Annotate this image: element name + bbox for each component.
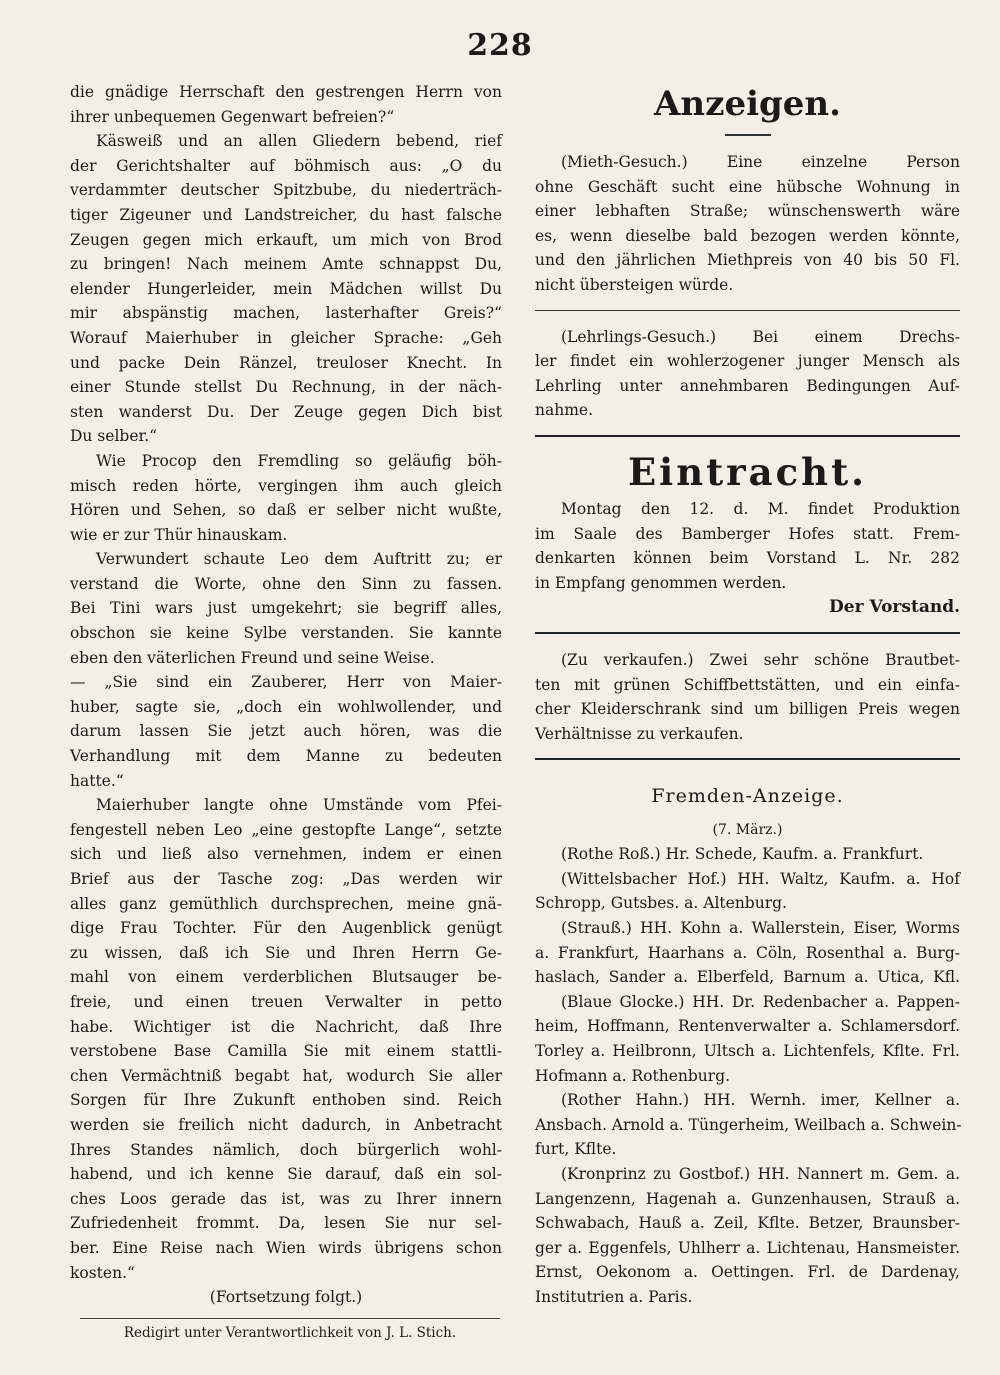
visitor-line: Hofmann a. Rothenburg. xyxy=(535,1066,731,1085)
article-line: kosten.“ xyxy=(70,1263,135,1282)
visitor-line: Schwabach, Hauß a. Zeil, Kflte. Betzer, Braunsber- xyxy=(535,1214,960,1233)
article-line: misch reden hörte, vergingen ihm auch gleich xyxy=(70,476,502,495)
for-sale-ad xyxy=(535,648,960,746)
visitors-list-date: (7. März.) xyxy=(712,822,783,839)
ad-line: (Mieth-Gesuch.) Eine einzelne Person xyxy=(561,153,960,171)
article-line: Verwundert schaute Leo dem Auftritt zu; er xyxy=(96,550,502,569)
ad-line: nahme. xyxy=(535,401,594,420)
article-line: dige Frau Tochter. Für den Augenblick genügt xyxy=(70,919,502,938)
article-line: die gnädige Herrschaft den gestrengen Herrn von xyxy=(70,83,502,101)
article-line: ches Loos gerade das ist, was zu Ihrer innern xyxy=(70,1189,502,1208)
visitor-line: (Blaue Glocke.) HH. Dr. Redenbacher a. Pappen- xyxy=(561,992,960,1011)
article-line: ber. Eine Reise nach Wien wirds übrigens schon xyxy=(70,1238,502,1257)
article-line: Du selber.“ xyxy=(70,427,158,446)
article-line: zu bringen! Nach meinem Amte schnappst Du, xyxy=(70,255,502,274)
article-line: der Gerichtshalter auf böhmisch aus: „O du xyxy=(70,156,502,175)
ad-line: im Saale des Bamberger Hofes statt. Frem- xyxy=(535,524,960,543)
article-line: elender Hungerleider, mein Mädchen willst Du xyxy=(70,279,502,298)
visitor-line: (Strauß.) HH. Kohn a. Wallerstein, Eiser, Worms xyxy=(561,919,960,938)
article-line: — „Sie sind ein Zauberer, Herr von Maier- xyxy=(70,673,502,692)
ad-line: Lehrling unter annehmbaren Bedingungen Auf- xyxy=(535,376,960,395)
article-line: wie er zur Thür hinauskam. xyxy=(70,525,288,544)
ad-line: ler findet ein wohlerzogener junger Mensch als xyxy=(535,352,960,371)
visitor-line: (Rother Hahn.) HH. Wernh. imer, Kellner a. xyxy=(561,1091,960,1110)
ad-line: (Zu verkaufen.) Zwei sehr schöne Brautbet- xyxy=(561,650,960,669)
article-line: alles ganz gemüthlich durchsprechen, meine gnä- xyxy=(70,894,502,913)
visitor-line: a. Frankfurt, Haarhans a. Cöln, Rosenthal a. Burg- xyxy=(535,943,960,962)
ad-line: denkarten können beim Vorstand L. Nr. 282 xyxy=(535,549,960,568)
article-line: verdammter deutscher Spitzbube, du niederträch- xyxy=(70,181,502,200)
ad-line: und den jährlichen Miethpreis von 40 bis 50 Fl. xyxy=(535,251,960,270)
visitor-line: Torley a. Heilbronn, Ultsch a. Lichtenfels, Kflte. Frl. xyxy=(535,1042,960,1061)
ad-line: es, wenn dieselbe bald bezogen werden könnte, xyxy=(535,226,960,245)
article-column xyxy=(70,80,502,1310)
article-line: eben den väterlichen Freund und seine Weise. xyxy=(70,648,435,667)
apprentice-request-ad xyxy=(535,325,960,423)
article-line: sich und ließ also vernehmen, indem er einen xyxy=(70,845,502,864)
article-line: sten wanderst Du. Der Zeuge gegen Dich bist xyxy=(70,402,502,421)
visitor-line: ger a. Eggenfels, Uhlherr a. Lichtenau, Hansmeister. xyxy=(535,1238,960,1257)
advertisements-column xyxy=(535,80,960,1310)
article-line: habend, und ich kenne Sie darauf, daß ein sol- xyxy=(70,1165,502,1184)
article-line: Bei Tini wars just umgekehrt; sie begriff alles, xyxy=(70,599,502,618)
article-line: Zeugen gegen mich erkauft, um mich von Brod xyxy=(70,230,502,249)
article-line: und packe Dein Ränzel, treuloser Knecht. In xyxy=(70,353,502,372)
article-line: mir abspänstig machen, lasterhafter Greis?“ xyxy=(70,304,502,323)
article-line: Maierhuber langte ohne Umstände vom Pfei- xyxy=(96,796,502,815)
article-line: ihrer unbequemen Gegenwart befreien?“ xyxy=(70,107,395,126)
article-line: fengestell neben Leo „eine gestopfte Lange“, setzte xyxy=(70,820,502,839)
visitor-line: furt, Kflte. xyxy=(535,1140,617,1159)
visitors-list-heading: Fremden-Anzeige. xyxy=(651,785,844,808)
visitor-line: Ansbach. Arnold a. Tüngerheim, Weilbach a. Schwein- xyxy=(535,1115,962,1134)
ad-divider xyxy=(535,310,960,311)
ad-divider xyxy=(535,758,960,760)
ad-line: Montag den 12. d. M. findet Produktion xyxy=(561,499,960,518)
article-line: mahl von einem verderblichen Blutsauger be- xyxy=(70,968,502,987)
article-line: huber, sagte sie, „doch ein wohlwollender, und xyxy=(70,697,502,716)
article-line: Verhandlung mit dem Manne zu bedeuten xyxy=(70,747,502,766)
ad-divider xyxy=(535,632,960,634)
advertisements-heading: Anzeigen. xyxy=(654,84,841,124)
visitor-line: haslach, Sander a. Elberfeld, Barnum a. Utica, Kfl. xyxy=(535,968,960,987)
article-line: Sorgen für Ihre Zukunft enthoben sind. Reich xyxy=(70,1091,502,1110)
article-line: einer Stunde stellst Du Rechnung, in der näch- xyxy=(70,378,502,397)
credit-line: Redigirt unter Verantwortlichkeit von J. L. Stich. xyxy=(123,1325,457,1341)
visitors-list xyxy=(535,842,960,1309)
visitor-line: (Wittelsbacher Hof.) HH. Waltz, Kaufm. a. Hof xyxy=(561,869,960,888)
article-line: verstand die Worte, ohne den Sinn zu fassen. xyxy=(70,574,502,593)
ad-divider xyxy=(535,435,960,437)
ad-line: in Empfang genommen werden. xyxy=(535,573,787,592)
continuation-note: (Fortsetzung folgt.) xyxy=(209,1288,363,1307)
article-line: freie, und einen treuen Verwalter in petto xyxy=(70,992,502,1011)
ad-line: (Lehrlings-Gesuch.) Bei einem Drechs- xyxy=(561,327,960,346)
visitor-line: Langenzenn, Hagenah a. Gunzenhausen, Strauß a. xyxy=(535,1189,960,1208)
ad-line: ten mit grünen Schiffbettstätten, und ein einfa- xyxy=(535,675,960,694)
ad-line: cher Kleiderschrank sind um billigen Preis wegen xyxy=(535,700,960,719)
article-line: Käsweiß und an allen Gliedern bebend, rief xyxy=(96,132,502,151)
credit-divider xyxy=(80,1318,500,1319)
ad-line: nicht übersteigen würde. xyxy=(535,275,734,294)
ad-line: ohne Geschäft sucht eine hübsche Wohnung in xyxy=(535,177,960,196)
rental-request-ad xyxy=(535,150,960,298)
article-line: hatte.“ xyxy=(70,771,124,790)
ad-line: einer lebhaften Straße; wünschenswerth wäre xyxy=(535,202,960,221)
ad-line: Verhältnisse zu verkaufen. xyxy=(535,724,744,743)
article-line: obschon sie keine Sylbe verstanden. Sie kannte xyxy=(70,624,502,643)
visitor-line: heim, Hoffmann, Rentenverwalter a. Schlamersdorf. xyxy=(535,1017,960,1036)
visitor-line: Schropp, Gutsbes. a. Altenburg. xyxy=(535,894,787,913)
article-line: chen Vermächtniß begabt hat, wodurch Sie aller xyxy=(70,1066,502,1085)
page-number: 228 xyxy=(467,28,533,63)
article-line: habe. Wichtiger ist die Nachricht, daß Ihre xyxy=(70,1017,502,1036)
heading-divider xyxy=(725,134,771,136)
article-line: zu wissen, daß ich Sie und Ihren Herrn Ge- xyxy=(70,943,502,962)
article-line: Worauf Maierhuber in gleicher Sprache: „Geh xyxy=(70,328,502,347)
article-line: Zufriedenheit frommt. Da, lesen Sie nur sel- xyxy=(70,1214,502,1233)
eintracht-signature: Der Vorstand. xyxy=(829,597,960,618)
article-line: tiger Zigeuner und Landstreicher, du hast falsche xyxy=(70,205,502,224)
visitor-line: (Rothe Roß.) Hr. Schede, Kaufm. a. Frankfurt. xyxy=(561,845,924,864)
article-line: Ihres Standes nämlich, doch bürgerlich wohl- xyxy=(70,1140,502,1159)
visitor-line: Institutrien a. Paris. xyxy=(535,1287,693,1306)
eintracht-notice xyxy=(535,497,960,595)
article-line: Brief aus der Tasche zog: „Das werden wir xyxy=(70,870,502,888)
visitor-line: (Kronprinz zu Gostbof.) HH. Nannert m. Gem. a. xyxy=(561,1165,960,1183)
visitor-line: Ernst, Oekonom a. Oettingen. Frl. de Dardenay, xyxy=(535,1263,960,1282)
article-line: Wie Procop den Fremdling so geläufig böh- xyxy=(96,451,502,470)
article-line: werden sie freilich nicht dadurch, in Anbetracht xyxy=(70,1115,502,1134)
article-line: Hören und Sehen, so daß er selber nicht wußte, xyxy=(70,501,502,520)
article-line: darum lassen Sie jetzt auch hören, was die xyxy=(70,722,502,741)
article-line: verstobene Base Camilla Sie mit einem stattli- xyxy=(70,1042,502,1061)
eintracht-heading: Eintracht. xyxy=(627,449,868,494)
